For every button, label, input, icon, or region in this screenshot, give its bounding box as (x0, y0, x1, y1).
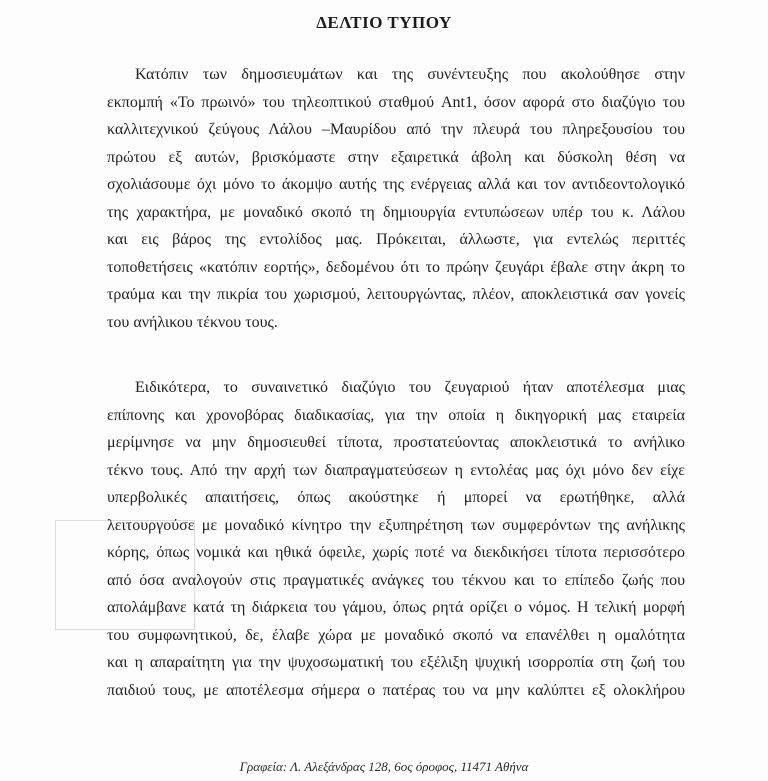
paragraph-1 (107, 61, 685, 336)
text-line: Ειδικότερα, το συναινετικό διαζύγιο του ζευγαριού ήταν αποτέλεσμα μιας (135, 379, 685, 396)
text-line: λειτουργούσε με μοναδικό κίνητρο την εξυπηρέτηση των συμφερόντων της ανήλικης (107, 516, 685, 534)
text-line: υπερβολικές απαιτήσεις, όπως ακούστηκε ή μπορεί να ερωτήθηκε, αλλά (107, 489, 685, 506)
text-line: επίπονης και χρονοβόρας διαδικασίας, για την οποία η δικηγορική μας εταιρεία (107, 406, 685, 424)
text-line: μερίμνησε να μην δημοσιευθεί τίποτα, προστατεύοντας αποκλειστικά το ανήλικο (107, 434, 685, 451)
text-line: τέκνο τους. Από την αρχή των διαπραγματεύσεων η εντολέας μας όχι μόνο δεν είχε (107, 461, 685, 479)
text-line: κόρης, όπως νομικά και ηθικά όφειλε, χωρίς ποτέ να διεκδικήσει τίποτα περισσότερο (107, 544, 685, 561)
text-line: και εις βάρος της εντολίδος μας. Πρόκειται, άλλωστε, για εντελώς περιττές (107, 231, 685, 248)
text-line: απολάμβανε κατά τη διάρκεια του γάμου, όπως ρητά ορίζει ο νόμος. Η τελική μορφή (107, 599, 685, 616)
text-line: της χαρακτήρα, με μοναδικό σκοπό τη δημιουργία εντυπώσεων υπέρ του κ. Λάλου (107, 203, 685, 221)
text-line: πρώτου εξ αυτών, βρισκόμαστε στην εξαιρετικά άβολη και δύσκολη θέση να (107, 148, 685, 166)
text-line: του ανήλικου τέκνου τους. (107, 313, 278, 331)
document-title: ΔΕΛΤΙΟ ΤΥΠΟΥ (316, 13, 452, 32)
text-line: του συμφωνητικού, δε, έλαβε χώρα με μοναδικό σκοπό να επανέλθει η ομαλότητα (107, 626, 685, 644)
text-line: σχολιάσουμε όχι μόνο το άκομψο αυτής της ενέργειας αλλά και τον αντιδεοντολογικό (107, 176, 685, 193)
text-line: παιδιού τους, με αποτέλεσμα σήμερα ο πατέρας του να μην καλύπτει εξ ολοκλήρου (107, 681, 685, 699)
paragraph-2 (107, 374, 685, 704)
text-line: και η απαραίτητη για την ψυχοσωματική του εξέλιξη ψυχική ισορροπία στη ζωή του (107, 654, 685, 671)
text-line: εκπομπή «Το πρωινό» του τηλεοπτικού σταθμού Ant1, όσον αφορά στο διαζύγιο του (107, 93, 685, 111)
text-line: τραύμα και την πικρία του χωρισμού, λειτουργώντας, πλέον, αποκλειστικά σαν γονείς (107, 286, 685, 303)
footer-address: Γραφεία: Λ. Αλεξάνδρας 128, 6ος όροφος, 11471 Αθήνα (239, 759, 529, 774)
text-line: από όσα αναλογούν στις πραγματικές ανάγκες του τέκνου και το επίπεδο ζωής που (107, 571, 685, 589)
text-line: καλλιτεχνικού ζεύγους Λάλου –Μαυρίδου από την πλευρά του πληρεξουσίου του (107, 121, 685, 138)
text-line: Κατόπιν των δημοσιευμάτων και της συνέντευξης που ακολούθησε στην (135, 66, 685, 83)
text-line: τοποθετήσεις «κατόπιν εορτής», δεδομένου ότι το πρώην ζευγάρι έβαλε στην άκρη το (107, 258, 685, 276)
